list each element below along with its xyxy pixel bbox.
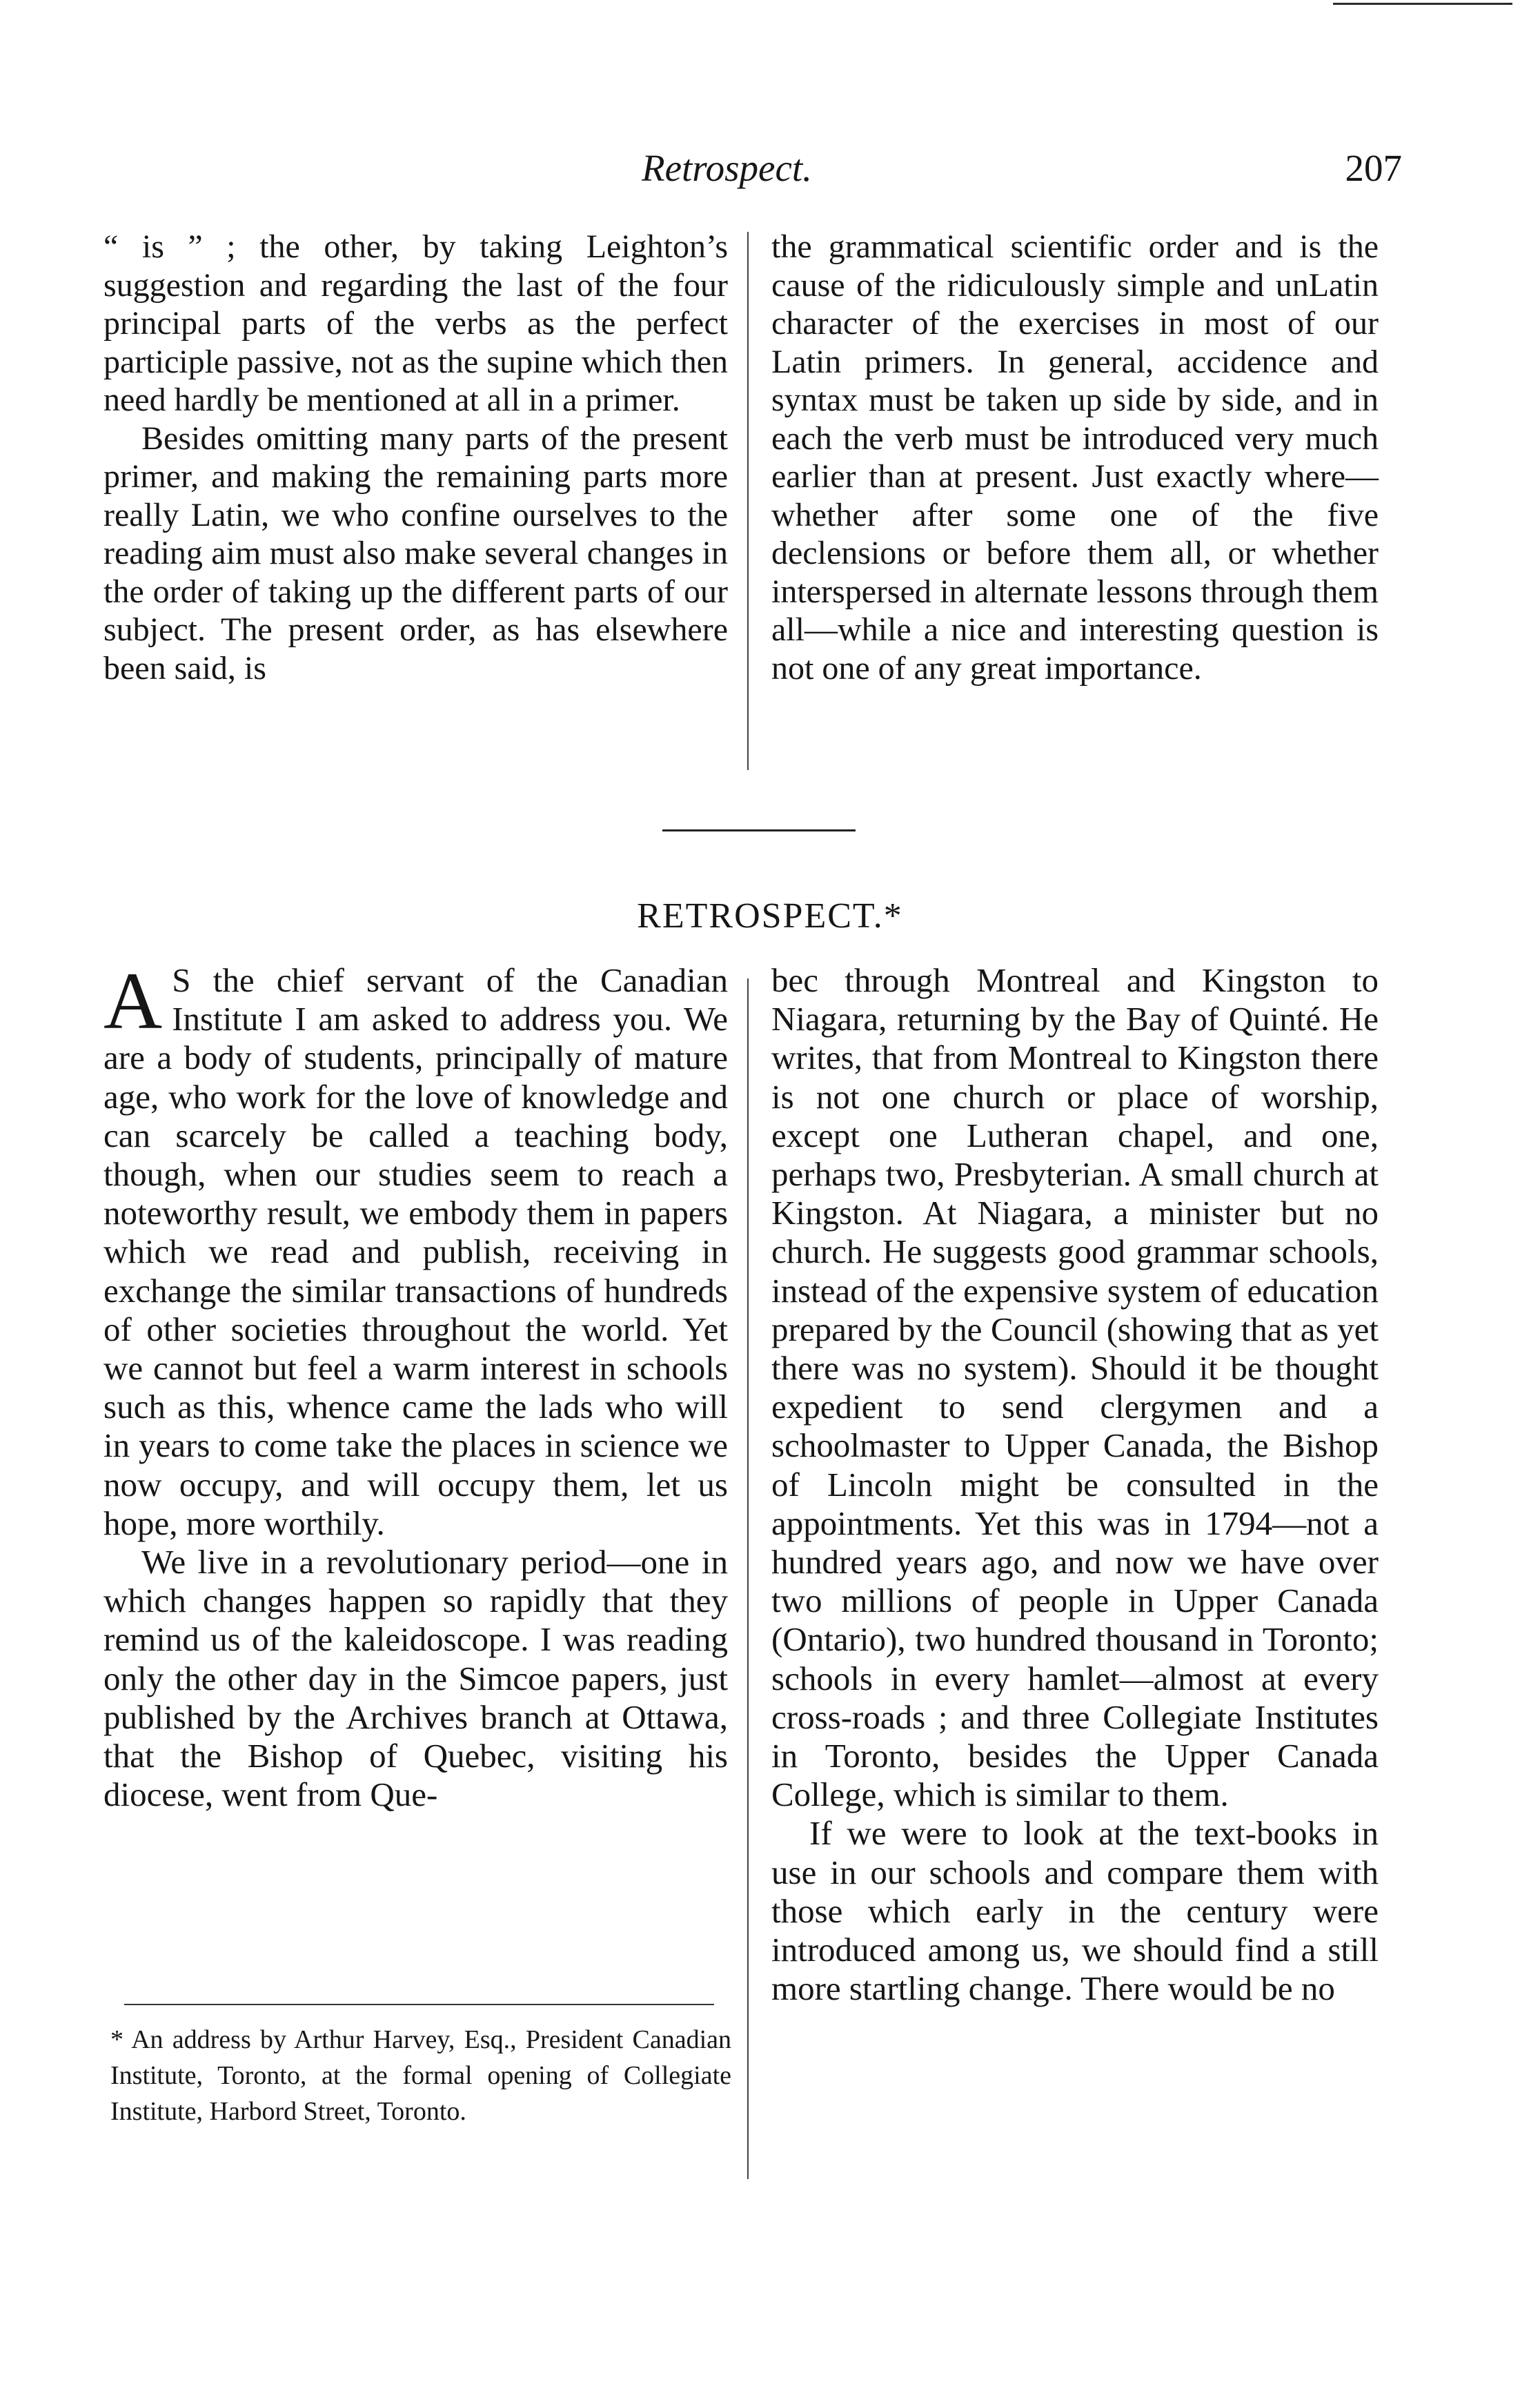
running-head	[0, 146, 1540, 201]
article-title: RETROSPECT.*	[637, 896, 903, 936]
paragraph: “ is ” ; the other, by taking Leighton’s suggestion and regarding the last of the four principal parts of the verbs as the perfect participle passive, not as the supine which then need hardly be mentioned at all in a primer.	[103, 228, 728, 418]
section-divider	[662, 829, 856, 831]
paragraph: We live in a revolutionary period—one in which changes happen so rapidly that they remind us of the kaleidoscope. I was reading only the other day in the Simcoe papers, just published by the Archives branch at Ottawa, that the Bishop of Quebec, visiting his diocese, went from Que-	[103, 1543, 728, 1814]
top-left-column	[103, 228, 728, 687]
article-left-column	[103, 956, 728, 1814]
paragraph-text: S the chief servant of the Canadian Institute I am asked to address you. We are a body of students, principally of mature age, who work for the love of knowledge and can scarcely be called a teaching body, though, when our studies seem to reach a noteworthy result, we embody them in papers which we read and publish, receiving in exchange the similar transactions of hundreds of other societies throughout the world. Yet we cannot but feel a warm interest in schools such as this, whence came the lads who will in years to come take the places in science we now occupy, and will occupy them, let us hope, more worthily.	[103, 961, 728, 1542]
paragraph	[103, 956, 728, 1543]
column-divider	[747, 978, 749, 2179]
footnote: * An address by Arthur Harvey, Esq., President Canadian Institute, Toronto, at the formal opening of Collegiate Institute, Harbord Street, Toronto.	[110, 2025, 731, 2126]
page-number: 207	[1345, 147, 1402, 189]
top-right-column	[771, 228, 1379, 687]
article-right-column	[771, 961, 1379, 2008]
paragraph: Besides omitting many parts of the present primer, and making the remaining parts more really Latin, we who confine ourselves to the reading aim must also make several changes in the order of taking up the different parts of our subject. The present order, as has elsewhere been said, is	[103, 420, 728, 687]
drop-cap: A	[103, 956, 163, 1046]
paragraph: If we were to look at the text-books in use in our schools and compare them with those which early in the century were introduced among us, we should find a still more startling change. There would be no	[771, 1814, 1379, 2008]
paragraph: bec through Montreal and Kingston to Niagara, returning by the Bay of Quinté. He writes, that from Montreal to Kingston there is not one church or place of worship, except one Lutheran chapel, and one, perhaps two, Presbyterian. A small church at Kingston. At Niagara, a minister but no church. He suggests good grammar schools, instead of the expensive system of education prepared by the Council (showing that as yet there was no system). Should it be thought expedient to send clergymen and a schoolmaster to Upper Canada, the Bishop of Lincoln might be consulted in the appointments. Yet this was in 1794—not a hundred years ago, and now we have over two millions of people in Upper Canada (Ontario), two hundred thousand in Toronto; schools in every hamlet—almost at every cross-roads ; and three Collegiate Institutes in Toronto, besides the Upper Canada College, which is similar to them.	[771, 961, 1379, 1814]
paragraph: the grammatical scientific order and is the cause of the ridiculously simple and unLatin character of the exercises in most of our Latin primers. In general, accidence and syntax must be taken up side by side, and in each the verb must be introduced very much earlier than at present. Just exactly where—whether after some one of the five declensions or before them all, or whether interspersed in alternate lessons through them all—while a nice and interesting question is not one of any great importance.	[771, 228, 1379, 687]
footnote-divider	[124, 2004, 714, 2005]
column-divider	[747, 232, 749, 770]
top-edge-rule	[1333, 3, 1512, 5]
running-title: Retrospect.	[642, 147, 812, 189]
